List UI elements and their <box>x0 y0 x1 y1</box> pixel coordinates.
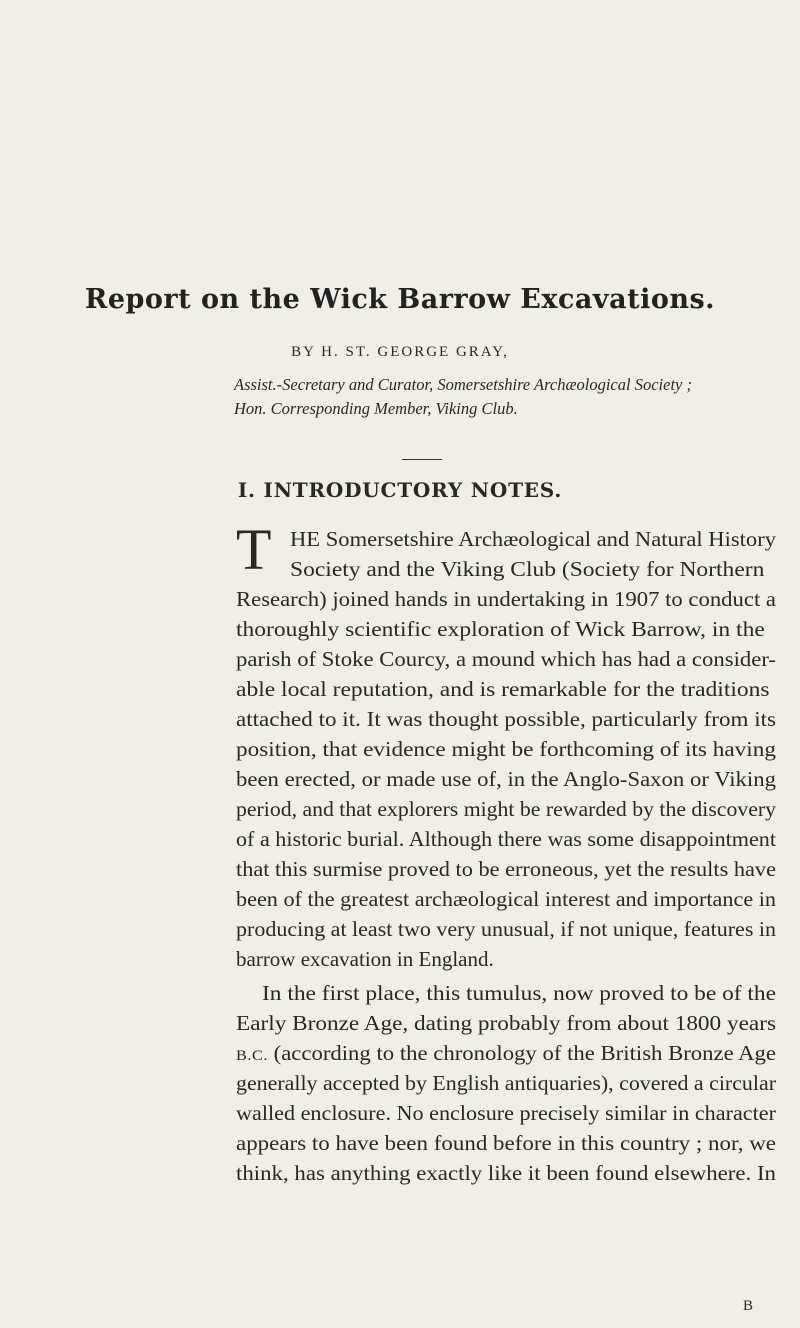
text-line: walled enclosure. No enclosure precisely similar in character <box>236 1101 776 1125</box>
text-line: thoroughly scientific exploration of Wick Barrow, in the <box>236 617 765 641</box>
author-byline: BY H. ST. GEORGE GRAY, <box>291 344 509 360</box>
text-line: Society and the Viking Club (Society for Northern <box>290 557 765 581</box>
author-affiliation-line-2: Hon. Corresponding Member, Viking Club. <box>234 399 518 418</box>
signature-mark: B <box>743 1298 754 1314</box>
text-line: period, and that explorers might be rewarded by the discovery <box>236 797 776 821</box>
text-line: able local reputation, and is remarkable for the traditions <box>236 677 770 701</box>
text-line: parish of Stoke Courcy, a mound which has had a consider- <box>236 647 776 671</box>
era-abbreviation: B.C. <box>236 1048 268 1064</box>
text-line: barrow excavation in England. <box>236 947 494 971</box>
text-line: been of the greatest archæological interest and importance in <box>236 887 776 911</box>
text-line: of a historic burial. Although there was some disappointment <box>236 827 776 851</box>
drop-cap: T <box>236 517 272 582</box>
text-line: position, that evidence might be forthcoming of its having <box>236 737 776 761</box>
text-line: that this surmise proved to be erroneous, yet the results have <box>236 857 776 881</box>
text-line: attached to it. It was thought possible, particularly from its <box>236 707 776 731</box>
text-line: producing at least two very unusual, if not unique, features in <box>236 917 776 941</box>
text-line: been erected, or made use of, in the Anglo-Saxon or Viking <box>236 767 776 791</box>
text-line: Early Bronze Age, dating probably from about 1800 years <box>236 1011 776 1035</box>
text-line: appears to have been found before in this country ; nor, we <box>236 1131 776 1155</box>
section-heading: I. INTRODUCTORY NOTES. <box>237 478 563 502</box>
text-line <box>236 1043 776 1064</box>
author-affiliation-line-1: Assist.-Secretary and Curator, Somersetshire Archæological Society ; <box>234 375 692 394</box>
text-line: In the first place, this tumulus, now proved to be of the <box>262 981 776 1005</box>
text-span: (according to the chronology of the British Bronze Age <box>267 1041 776 1065</box>
report-title: Report on the Wick Barrow Excavations. <box>84 284 716 315</box>
text-line: generally accepted by English antiquaries), covered a circular <box>236 1071 776 1095</box>
text-line: Research) joined hands in undertaking in 1907 to conduct a <box>236 587 776 611</box>
section-divider <box>402 459 442 460</box>
text-line: think, has anything exactly like it been found elsewhere. In <box>236 1161 776 1185</box>
text-line: HE Somersetshire Archæological and Natural History <box>290 527 776 551</box>
